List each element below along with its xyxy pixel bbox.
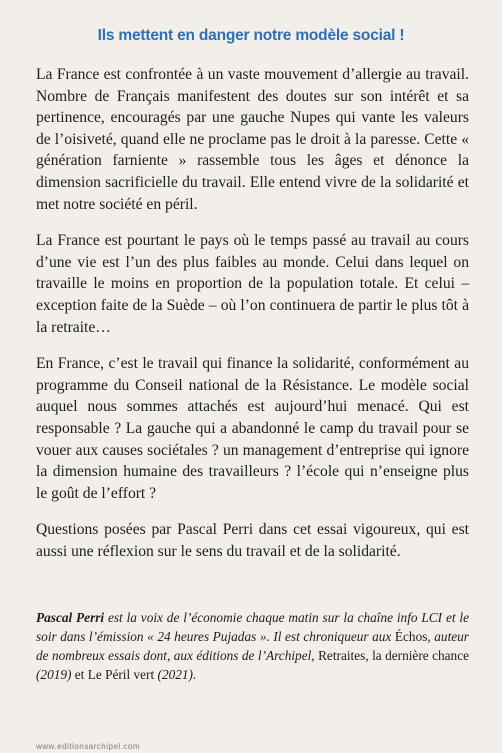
publisher-url: www.editionsarchipel.com [36, 742, 141, 751]
author-bio [36, 608, 469, 684]
blurb-paragraph-4: Questions posées par Pascal Perri dans cet essai vigoureux, qui est aussi une réflexion sur le sens du travail et de la solidarité. [36, 521, 469, 560]
blurb-paragraph-3: En France, c’est le travail qui finance la solidarité, conformément au programme du Conseil national de la Résistance. Le modèle social auquel nous sommes attachés est aujourd’hui menacé. Qui est responsable ? La gauche qui a abandonné le camp du travail pour se vouer aux causes sociétales ? un management d’entreprise qui ignore la dimension humaine des travailleurs ? l’école qui n’enseigne plus le goût de l’effort ? [36, 355, 469, 502]
bio-text-1: est la voix de l’économie chaque matin sur la chaîne info LCI et le soir dans l’émission « 24 heures Pujadas ». Il est chroniqueur aux [36, 610, 469, 644]
bio-echos: Échos [394, 629, 428, 644]
bio-and: et [74, 667, 85, 682]
blurb-paragraph-1: La France est confrontée à un vaste mouvement d’allergie au travail. Nombre de Français manifestent des doutes sur son intérêt et sa pertinence, encouragés par une gauche Nupes qui vante les valeurs de l’oisiveté, quand elle ne proclame pas le droit à la paresse. Cette « génération farniente » rassemble tous les âges et dénonce la dimension sacrificielle du travail. Elle entend vivre de la solidarité et met notre société en péril. [36, 66, 469, 213]
author-name: Pascal Perri [36, 610, 105, 625]
bio-text-2: , auteur de nombreux essais dont, aux éditions de l’Archipel, [36, 629, 469, 663]
bio-book-title-1: Retraites, la dernière chance [318, 648, 470, 663]
bio-year-2: (2021). [154, 667, 197, 682]
bio-book-title-2: Le Péril vert [84, 667, 155, 682]
blurb-paragraph-2: La France est pourtant le pays où le temps passé au travail au cours d’une vie est l’un des plus faibles au monde. Celui dans lequel on travaille le moins en proportion de la population totale. Et celui – exception faite de la Suède – où l’on continuera de partir le plus tôt à la retraite… [36, 232, 469, 336]
bio-year-1: (2019) [36, 667, 75, 682]
blurb [36, 64, 469, 577]
headline: Ils mettent en danger notre modèle social ! [97, 27, 405, 44]
